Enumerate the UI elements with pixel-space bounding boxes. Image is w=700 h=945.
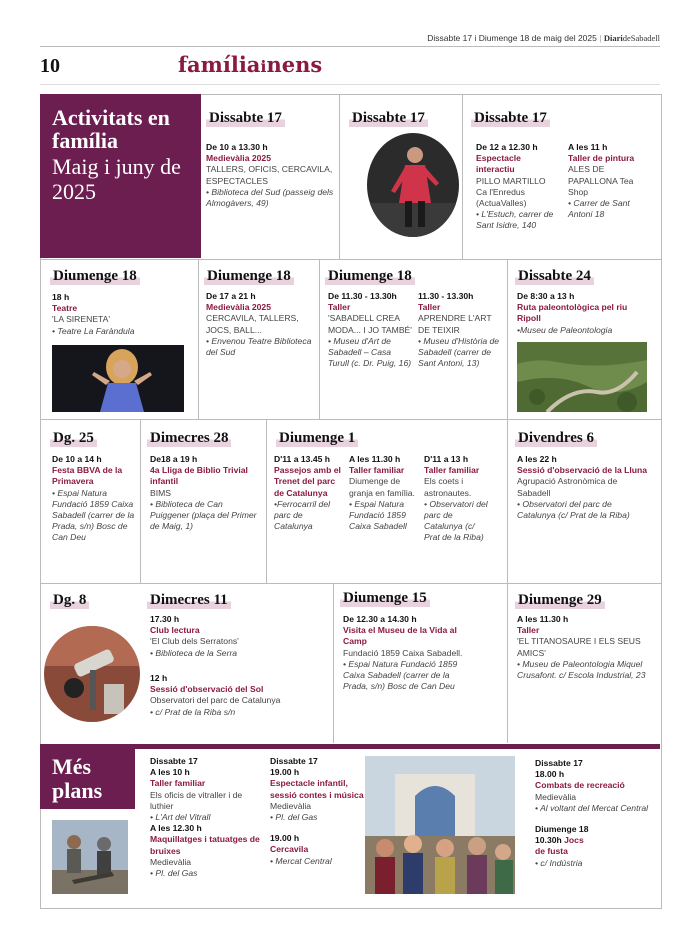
event-festa-bbva xyxy=(52,454,136,544)
event-day: Diumenge 18 xyxy=(535,824,589,835)
col-divider xyxy=(333,583,334,743)
performer-photo xyxy=(367,133,459,237)
event-title: Maquillatges i tatuatges de bruixes xyxy=(150,834,260,856)
event-location: • Carrer de Sant Antoni 18 xyxy=(568,198,630,220)
event-time: 18 h xyxy=(52,292,70,302)
day-heading: Dimecres 28 xyxy=(147,430,231,447)
event-trenet xyxy=(274,454,342,532)
event-teixir xyxy=(418,291,504,369)
event-day: Dissabte 17 xyxy=(270,756,318,766)
event-location: • Teatre La Faràndula xyxy=(52,325,135,336)
event-location: • Mercat Central xyxy=(270,855,332,866)
event-crea-moda xyxy=(328,291,414,369)
event-mes-col2 xyxy=(270,756,365,867)
event-museu-vida-camp xyxy=(343,614,473,692)
event-title: Festa BBVA de la Primavera xyxy=(52,465,123,487)
event-location: • Biblioteca del Sud (passeig dels Almogàvers, 49) xyxy=(206,186,334,209)
section-word-i: i xyxy=(260,57,267,76)
event-time: 19.00 h xyxy=(270,833,300,844)
event-title: Club lectura xyxy=(150,625,200,636)
hero-title: Activitats en família xyxy=(52,105,170,153)
event-desc: CERCAVILA, TALLERS, JOCS, BALL... xyxy=(206,313,299,335)
event-ruta-paleontologica xyxy=(517,291,652,336)
event-lluna xyxy=(517,454,652,521)
event-club-lectura xyxy=(150,614,290,659)
event-desc: Observatori del parc de Catalunya xyxy=(150,695,281,706)
event-time: A les 12.30 h xyxy=(150,823,202,834)
event-location: • Observatori del parc de Catalunya (c/ Prat de la Riba) xyxy=(517,498,630,521)
event-time: De 12 a 12.30 h xyxy=(476,142,538,152)
event-time: D'11 a 13.45 h xyxy=(274,454,331,464)
day-heading: Dissabte 17 xyxy=(471,110,550,127)
event-sireneta xyxy=(52,292,182,337)
day-heading: Diumenge 18 xyxy=(50,268,140,285)
event-location: •Museu de Paleontologia xyxy=(517,324,613,335)
section-rule xyxy=(40,84,660,85)
section-word-a: família xyxy=(178,52,261,77)
day-heading: Diumenge 1 xyxy=(276,430,358,447)
event-desc: 'SABADELL CREA MODA... I JO TAMBÉ' xyxy=(328,313,412,335)
event-biblio-trivial xyxy=(150,454,260,532)
event-title: Taller familiar xyxy=(150,778,206,789)
event-location: • Pl. del Gas xyxy=(150,868,198,879)
event-title: Medievàlia 2025 xyxy=(206,302,271,313)
brand-diari: Diari xyxy=(603,33,623,43)
event-location: • Pl. del Gas xyxy=(270,812,318,823)
brand-de-sabadell: deSabadell xyxy=(622,33,660,43)
day-heading: Dissabte 17 xyxy=(349,110,428,127)
event-location: •Ferrocarril del parc de Catalunya xyxy=(274,498,331,532)
mes-plans-box xyxy=(40,749,135,809)
run-date: Dissabte 17 i Diumenge 18 de maig del 2025 xyxy=(427,33,597,43)
event-time: De 10 a 13.30 h xyxy=(206,142,268,152)
section-title xyxy=(178,52,322,77)
event-title: Taller familiar xyxy=(424,465,480,476)
event-title: Taller xyxy=(517,625,540,636)
event-title: Ruta paleontològica pel riu Ripoll xyxy=(517,302,628,324)
event-time: De 11.30 - 13.30h xyxy=(328,291,397,301)
event-time: A les 10 h xyxy=(150,767,190,778)
event-location: • Biblioteca de la Serra xyxy=(150,647,238,658)
day-heading: Divendres 6 xyxy=(515,430,597,447)
event-title: Taller xyxy=(418,302,441,313)
event-location: • c/ Prat de la Riba s/n xyxy=(150,706,236,717)
event-location: • Espai Natura Fundació 1859 Caixa Sabadell (carrer de la Prada, s/n) Bosc de Can Deu xyxy=(343,658,458,692)
event-location: • L'Art del Vitrall xyxy=(150,812,211,823)
event-location: • Museu d'Història de Sabadell (carrer de Sant Antoni, 13) xyxy=(418,335,500,369)
col-divider xyxy=(462,95,463,259)
day-heading: Dissabte 17 xyxy=(206,110,285,127)
mes-plans-title: Més plans xyxy=(52,754,103,803)
event-medievalia-sat xyxy=(206,142,336,209)
event-desc: Els coets i astronautes. xyxy=(424,476,472,498)
event-desc: 'LA SIRENETA' xyxy=(52,314,111,325)
event-title: Combats de recreació xyxy=(535,780,625,791)
day-heading: Dimecres 11 xyxy=(147,592,231,609)
event-location: • L'Estuch, carrer de Sant Isidre, 140 xyxy=(476,209,554,231)
event-time: 17.30 h xyxy=(150,614,180,624)
medieval-photo xyxy=(52,820,128,894)
event-title: Visita el Museu de la Vida al Camp xyxy=(343,625,457,647)
day-heading: Diumenge 18 xyxy=(204,268,294,285)
event-title: Taller familiar xyxy=(349,465,405,476)
event-time: De 10 a 14 h xyxy=(52,454,102,464)
event-desc: Els oficis de vitraller i de luthier xyxy=(150,789,243,811)
event-desc: Fundació 1859 Caixa Sabadell. xyxy=(343,647,463,658)
event-desc: APRENDRE L'ART DE TEIXIR xyxy=(418,313,492,335)
mermaid-photo xyxy=(52,345,184,412)
event-day: Dissabte 17 xyxy=(150,756,198,766)
event-location: • c/ Indústria xyxy=(535,857,583,868)
col-divider xyxy=(140,419,141,583)
col-divider xyxy=(507,259,508,419)
hero-box xyxy=(40,94,201,258)
event-title: Espectacle interactiu xyxy=(476,153,521,175)
header-rule xyxy=(40,46,660,47)
landscape-photo xyxy=(517,342,647,412)
event-title: 4a Lliga de Biblio Trivial infantil xyxy=(150,465,248,487)
event-title: Taller xyxy=(328,302,351,313)
event-desc: BIMS xyxy=(150,487,172,498)
event-time: 12 h xyxy=(150,673,168,683)
event-time: D'11 a 13 h xyxy=(424,454,469,464)
event-time: A les 22 h xyxy=(517,454,557,464)
day-heading: Diumenge 18 xyxy=(325,268,415,285)
row-divider xyxy=(41,583,661,584)
event-desc: Medievàlia xyxy=(270,800,312,811)
event-title: Teatre xyxy=(52,303,78,314)
event-day: Dissabte 17 xyxy=(535,758,583,768)
event-desc: Medievàlia xyxy=(150,856,192,867)
col-divider xyxy=(507,583,508,743)
page-number: 10 xyxy=(40,55,60,77)
event-title: Sessió d'observació de la Lluna xyxy=(517,465,648,476)
event-title: Taller de pintura xyxy=(568,153,635,164)
event-time: A les 11.30 h xyxy=(349,454,401,464)
event-time: De18 a 19 h xyxy=(150,454,198,464)
event-title: de fusta xyxy=(535,846,568,857)
event-time: A les 11.30 h xyxy=(517,614,569,624)
event-ales-papallona xyxy=(568,142,650,220)
event-pillo-martillo xyxy=(476,142,556,232)
event-location: • Espai Natura Fundació 1859 Caixa Sabadell xyxy=(349,498,407,532)
event-time: 10.30h xyxy=(535,835,562,846)
event-observacio-sol xyxy=(150,673,300,718)
event-mes-col1 xyxy=(150,756,260,879)
event-title: Espectacle infantil, sessió contes i música xyxy=(270,778,364,800)
event-desc: PILLO MARTILLO Ca l'Enredus (ActuaValles) xyxy=(476,175,546,209)
event-time: 18.00 h xyxy=(535,769,565,780)
event-time: 11.30 - 13.30h xyxy=(418,291,474,301)
event-medievalia-sun xyxy=(206,291,316,358)
event-time: De 12.30 a 14.30 h xyxy=(343,614,417,624)
day-heading: Dg. 25 xyxy=(50,430,97,447)
day-heading: Dissabte 24 xyxy=(515,268,594,285)
event-title: Medievàlia 2025 xyxy=(206,153,271,164)
event-coets xyxy=(424,454,490,544)
row-divider xyxy=(41,259,661,260)
event-location: • Observatori del parc de Catalunya (c/ Prat de la Riba) xyxy=(424,498,488,543)
section-word-b: nens xyxy=(266,52,323,77)
col-divider xyxy=(319,259,320,419)
col-divider xyxy=(266,419,267,583)
event-location: • Museu d'Art de Sabadell – Casa Turull (c. Dr. Puig, 16) xyxy=(328,335,412,369)
event-time: De 8:30 a 13 h xyxy=(517,291,575,301)
event-location: • Al voltant del Mercat Central xyxy=(535,802,649,813)
col-divider xyxy=(339,95,340,259)
day-heading: Diumenge 29 xyxy=(515,592,605,609)
event-title: Sessió d'observació del Sol xyxy=(150,684,264,695)
event-time: 19.00 h xyxy=(270,767,300,778)
col-divider xyxy=(198,259,199,419)
event-desc: Agrupació Astronòmica de Sabadell xyxy=(517,476,618,498)
event-location: • Biblioteca de Can Puiggener (plaça del Primer de Maig, 1) xyxy=(150,498,257,532)
event-titanosaure xyxy=(517,614,652,681)
event-granja xyxy=(349,454,417,532)
day-heading: Diumenge 15 xyxy=(340,590,430,607)
event-desc: Medievàlia xyxy=(535,791,577,802)
event-desc: TALLERS, OFICIS, CERCAVILA, ESPECTACLES xyxy=(206,164,333,186)
running-header: Dissabte 17 i Diumenge 18 de maig del 2025 | DiarideSabadell xyxy=(427,33,660,43)
event-location: • Museu de Paleontologia Miquel Crusafont. c/ Escola Industrial, 23 xyxy=(517,658,646,681)
day-heading: Dg. 8 xyxy=(50,592,89,609)
event-desc: 'El Club dels Serratons' xyxy=(150,636,239,647)
col-divider xyxy=(507,419,508,583)
event-location: • Espai Natura Fundació 1859 Caixa Sabadell (carrer de la Prada, s/n) Bosc de Can Deu xyxy=(52,487,135,543)
telescope-photo xyxy=(44,626,140,722)
event-mes-col3 xyxy=(535,758,650,869)
event-time: A les 11 h xyxy=(568,142,608,152)
event-location: • Envenou Teatre Biblioteca del Sud xyxy=(206,335,312,358)
event-desc: 'EL TITANOSAURE I ELS SEUS AMICS' xyxy=(517,636,641,658)
hero-subtitle: Maig i juny de 2025 xyxy=(52,154,181,204)
row-divider xyxy=(41,419,661,420)
event-desc: ALES DE PAPALLONA Tea Shop xyxy=(568,164,634,197)
event-desc: Diumenge de granja en família. xyxy=(349,476,415,498)
festival-photo xyxy=(365,756,515,894)
event-title: Cercavila xyxy=(270,844,309,855)
event-title: Passejos amb el Trenet del parc de Catalunya xyxy=(274,465,341,498)
event-time: De 17 a 21 h xyxy=(206,291,256,301)
event-title-inline: Jocs xyxy=(564,835,584,846)
